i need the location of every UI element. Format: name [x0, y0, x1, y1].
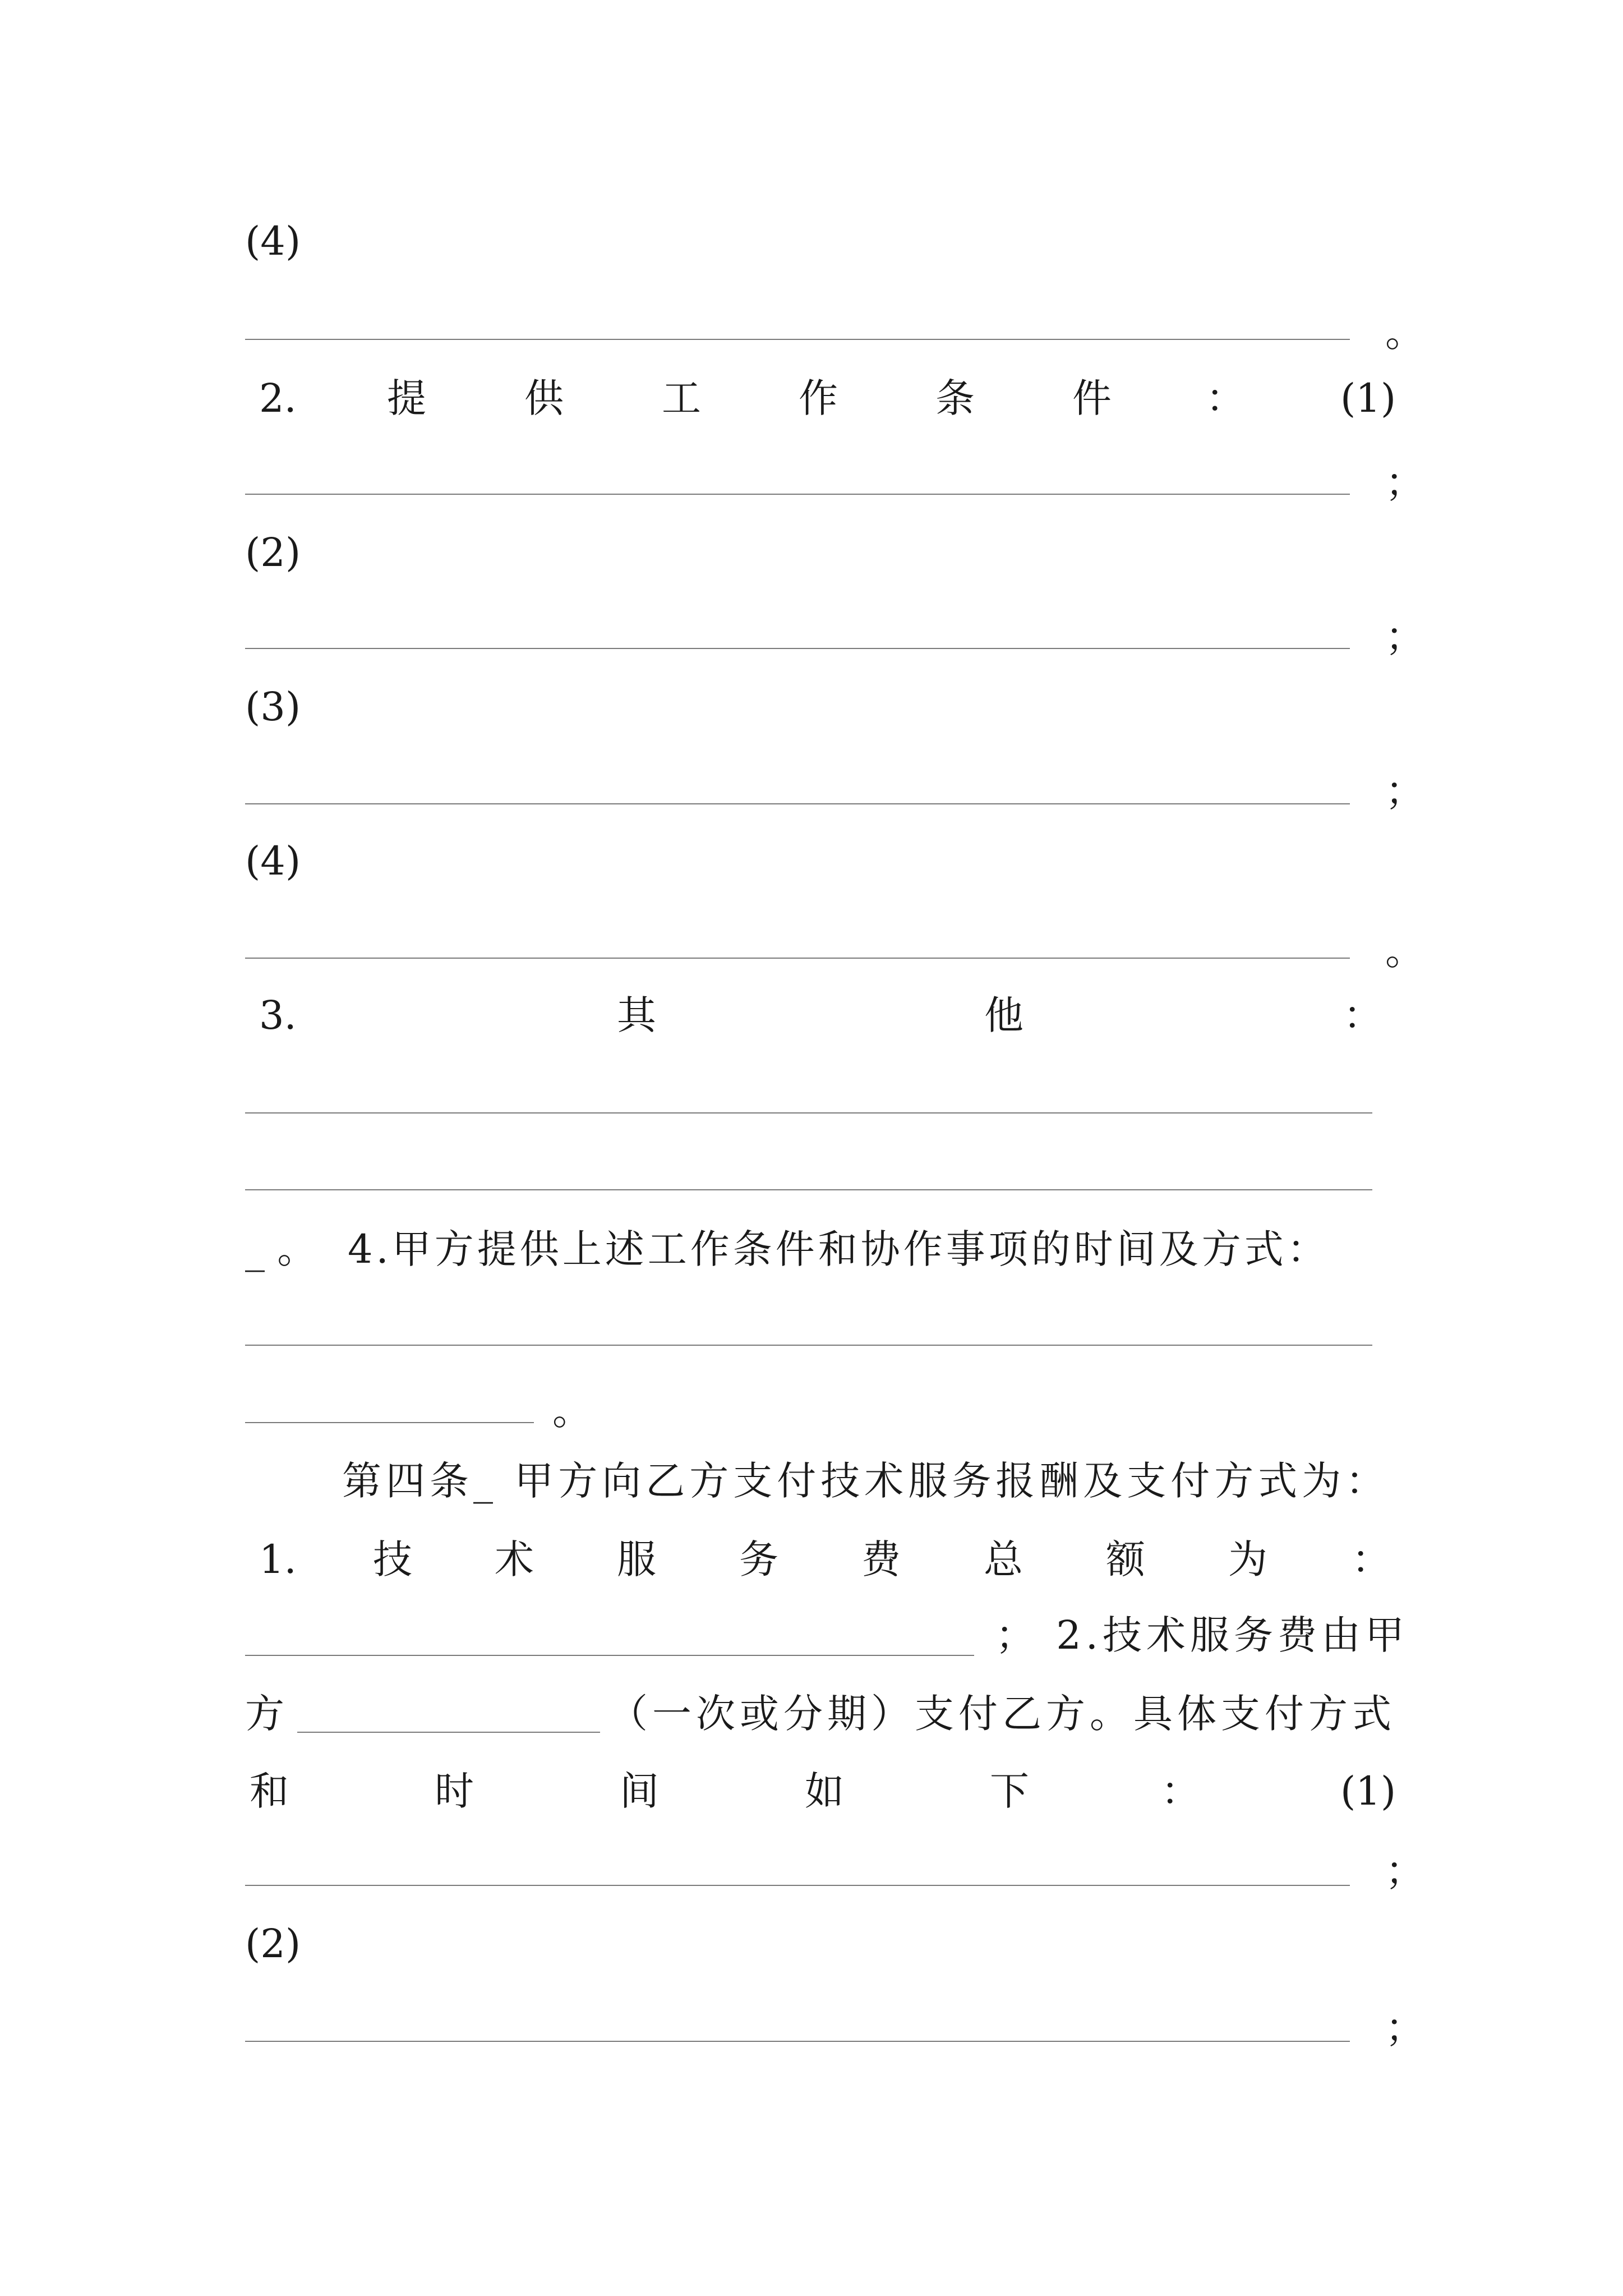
blank-line: [245, 803, 1350, 804]
heading-char: 技: [373, 1536, 412, 1582]
punctuation-semicolon: ；: [1385, 614, 1424, 660]
blank-line: [245, 958, 1350, 959]
heading-char: 如: [805, 1768, 844, 1814]
heading-colon: ：: [1161, 1768, 1200, 1814]
article-four-heading: 第四条_ 甲方向乙方支付技术服务报酬及支付方式为：: [342, 1458, 1390, 1504]
blank-line: [245, 494, 1350, 495]
heading-char: 提: [387, 375, 426, 421]
blank-tail: _ 。: [245, 1226, 317, 1272]
heading-char: 术: [495, 1536, 534, 1582]
heading-colon: ：: [1206, 375, 1245, 421]
heading-char: 供: [524, 375, 564, 421]
punctuation-period: 。: [1385, 310, 1424, 356]
heading-char: 件: [1072, 375, 1112, 421]
item-marker-2: (2): [245, 530, 301, 576]
paragraph-text: ； 2.技术服务费由甲: [995, 1612, 1409, 1658]
blank-line: [245, 1885, 1350, 1886]
item-marker-1: (1): [1340, 375, 1396, 421]
section-number-2: 2.: [259, 375, 297, 421]
blank-line: [245, 339, 1350, 340]
heading-char: 间: [620, 1768, 659, 1814]
item-marker-2: (2): [245, 1921, 301, 1967]
punctuation-semicolon: ；: [1385, 459, 1424, 505]
section-number-1: 1.: [259, 1536, 297, 1582]
punctuation-semicolon: ；: [1385, 768, 1424, 814]
heading-colon: ：: [1352, 1536, 1391, 1582]
section-number-3: 3.: [259, 992, 297, 1038]
heading-char: 务: [739, 1536, 778, 1582]
punctuation-period: 。: [552, 1388, 592, 1434]
heading-char: 时: [435, 1768, 474, 1814]
heading-char: 服: [617, 1536, 656, 1582]
heading-char: 和: [250, 1768, 289, 1814]
punctuation-semicolon: ；: [1385, 1848, 1424, 1894]
item-marker-4: (4): [245, 218, 301, 264]
heading-char: 额: [1106, 1536, 1145, 1582]
heading-char: 为: [1228, 1536, 1267, 1582]
paragraph-text: 4.甲方提供上述工作条件和协作事项的时间及方式：: [348, 1226, 1330, 1272]
heading-char: 下: [990, 1768, 1029, 1814]
heading-char: 条: [935, 375, 975, 421]
heading-char: 他: [984, 992, 1023, 1038]
heading-colon: ：: [1343, 992, 1382, 1038]
item-marker-1: (1): [1340, 1768, 1396, 1814]
punctuation-period: 。: [1385, 928, 1424, 974]
paragraph-text: （一次或分期）支付乙方。具体支付方式: [608, 1691, 1396, 1737]
heading-char: 总: [984, 1536, 1023, 1582]
blank-line: [245, 1112, 1372, 1114]
blank-line: [245, 1422, 534, 1423]
heading-char: 其: [617, 992, 656, 1038]
heading-char: 作: [799, 375, 838, 421]
heading-char: 工: [662, 375, 701, 421]
blank-line: [245, 1655, 974, 1656]
blank-line: [297, 1732, 600, 1733]
paragraph-text: 方: [245, 1691, 284, 1737]
item-marker-3: (3): [245, 684, 301, 730]
blank-line: [245, 1345, 1372, 1346]
punctuation-semicolon: ；: [1385, 2005, 1424, 2051]
item-marker-4: (4): [245, 838, 301, 884]
heading-char: 费: [861, 1536, 901, 1582]
blank-line: [245, 648, 1350, 649]
blank-line: [245, 1189, 1372, 1190]
blank-line: [245, 2041, 1350, 2042]
